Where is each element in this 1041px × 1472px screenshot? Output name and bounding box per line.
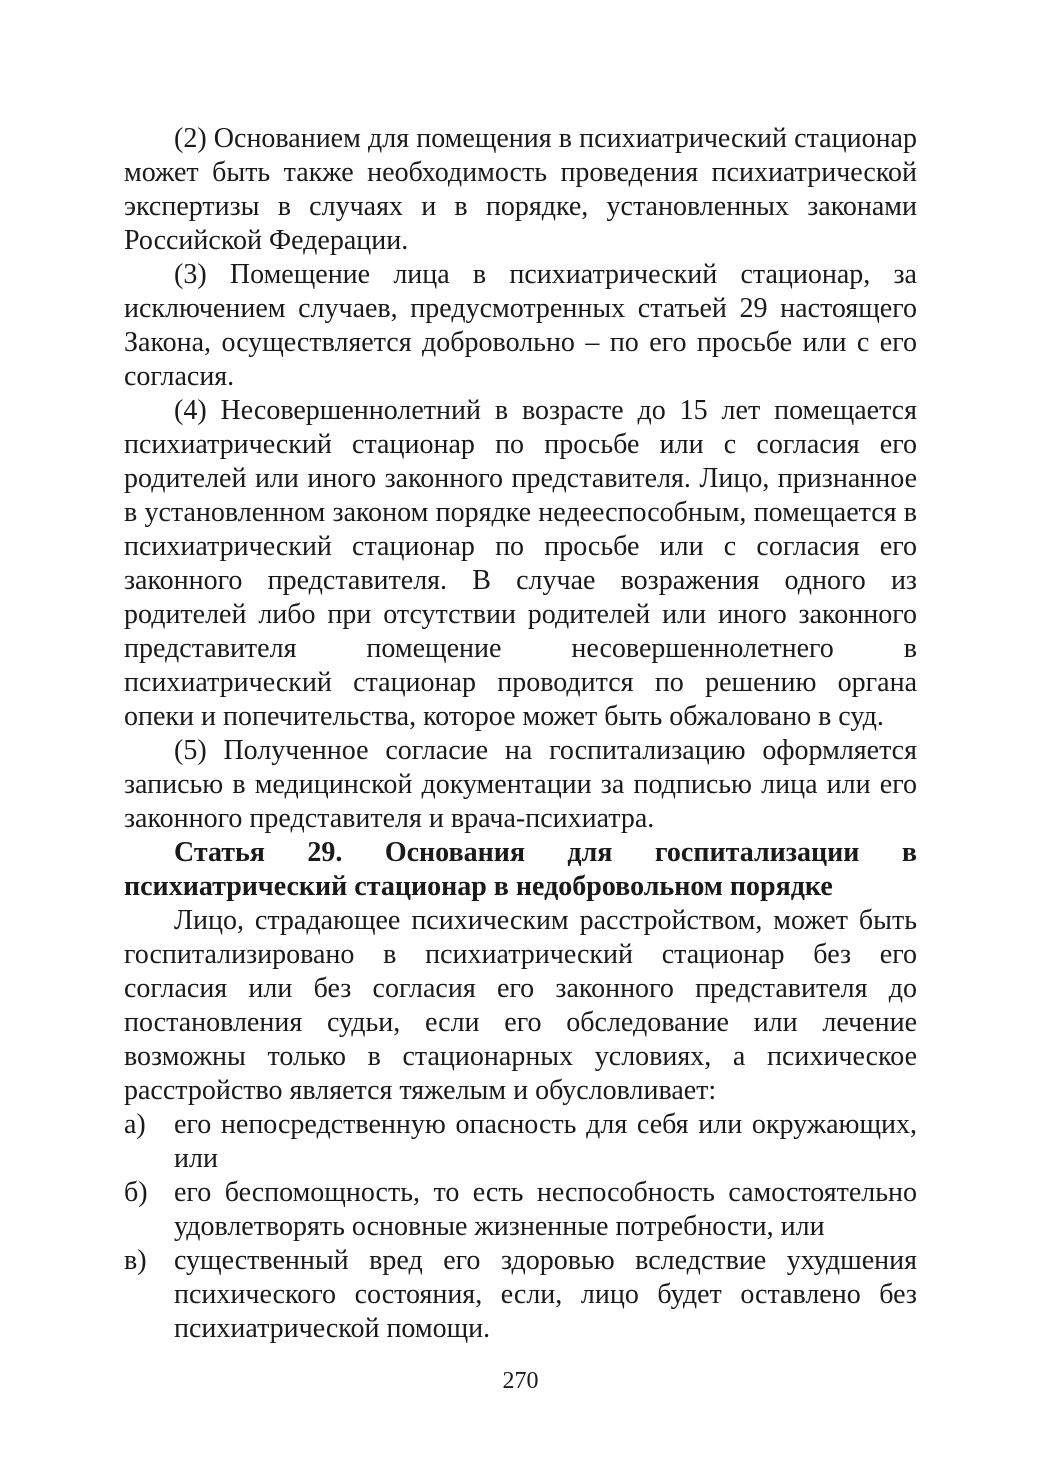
paragraph-3: (3) Помещение лица в психиатрический стационар, за исключением случаев, предусмотренных статьей 29 настоящего Закона, осуществляется добровольно – по его просьбе или с его согласия. xyxy=(124,259,917,392)
paragraph-4: (4) Несовершеннолетний в возрасте до 15 лет помещается психиатрический стационар по просьбе или с согласия его родителей или иного законного представителя. Лицо, признанное в установленном законом порядке недееспособным, помещается в психиатрический стационар по просьбе или с согласия его законного представителя. В случае возражения одного из родителей либо при отсутствии родителей или иного законного представителя помещение несовершеннолетнего в психиатрический стационар проводится по решению органа опеки и попечительства, которое может быть обжаловано в суд. xyxy=(124,395,917,732)
list-item-a xyxy=(124,1108,917,1176)
paragraph-5: (5) Полученное согласие на госпитализацию оформляется записью в медицинской документации за подписью лица или его законного представителя и врача-психиатра. xyxy=(124,735,917,834)
page-body xyxy=(124,122,917,1346)
list-text-c: существенный вред его здоровью вследствие ухудшения психического состояния, если, лицо будет оставлено без психиатрической помощи. xyxy=(174,1245,917,1344)
article-29-intro: Лицо, страдающее психическим расстройством, может быть госпитализировано в психиатрический стационар без его согласия или без согласия его законного представителя до постановления судьи, если его обследование или лечение возможны только в стационарных условиях, а психическое расстройство является тяжелым и обусловливает: xyxy=(124,905,917,1106)
article-29-heading: Статья 29. Основания для госпитализации в психиатрический стационар в недобровольном порядке xyxy=(124,837,917,902)
list-item-c xyxy=(124,1244,917,1346)
list-marker-b: б) xyxy=(124,1177,148,1208)
page-number: 270 xyxy=(502,1368,539,1394)
paragraph-2: (2) Основанием для помещения в психиатрический стационар может быть также необходимость проведения психиатрической экспертизы в случаях и в порядке, установленных законами Российской Федерации. xyxy=(124,123,917,256)
list-text-b: его беспомощность, то есть неспособность самостоятельно удовлетворять основные жизненные потребности, или xyxy=(174,1177,917,1242)
list-item-b xyxy=(124,1176,917,1244)
list-marker-a: а) xyxy=(124,1109,146,1140)
list-marker-c: в) xyxy=(124,1245,147,1276)
list-text-a: его непосредственную опасность для себя или окружающих, или xyxy=(174,1109,917,1174)
